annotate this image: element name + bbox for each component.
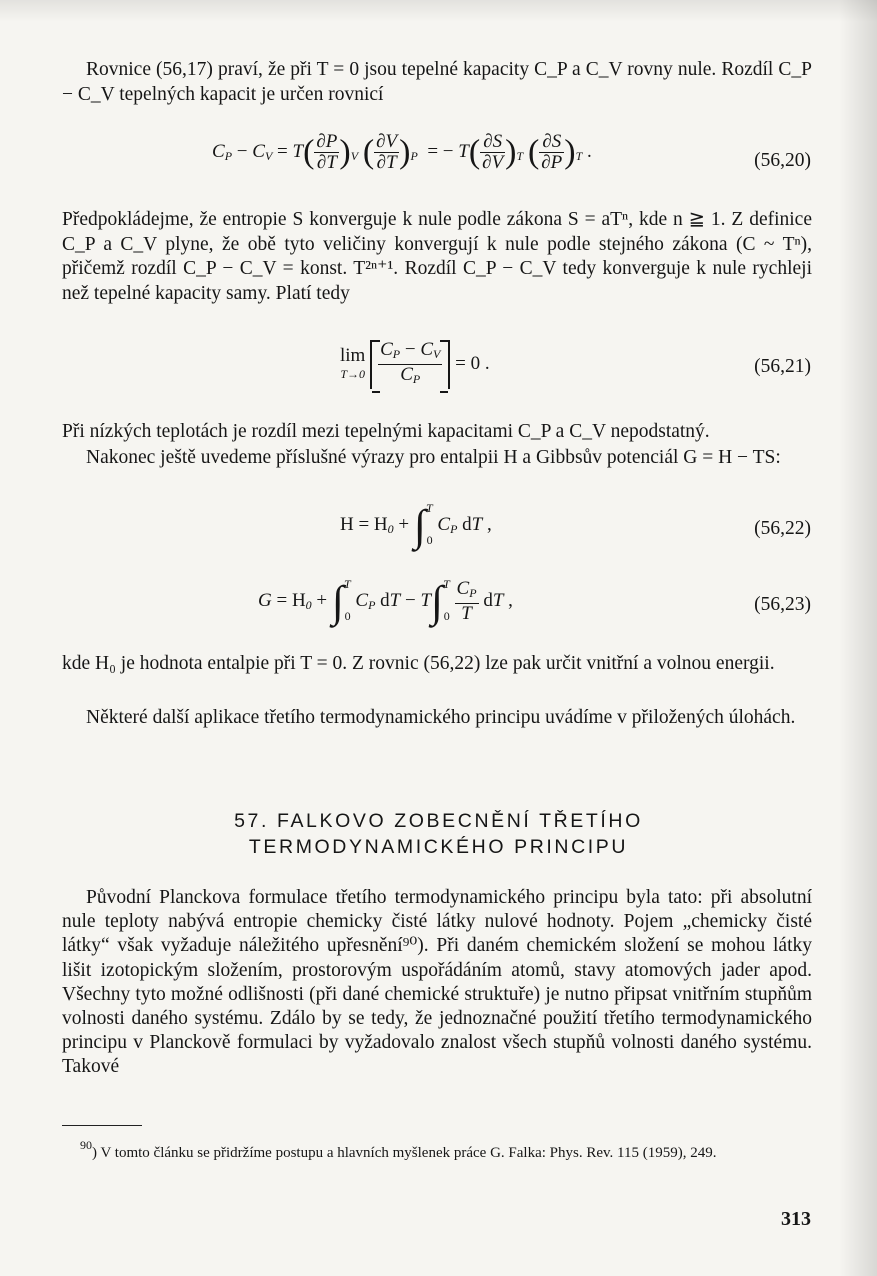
paragraph-3: Při nízkých teplotách je rozdíl mezi tepelnými kapacitami C_P a C_V nepodstatný. — [62, 421, 710, 442]
section-heading-line-1: 57. FALKOVO ZOBECNĚNÍ TŘETÍHO — [234, 810, 643, 832]
section-heading-line-2: TERMODYNAMICKÉHO PRINCIPU — [248, 836, 629, 858]
paragraph-5: kde H₀ je hodnota entalpie při T = 0. Z rovnic (56,22) lze pak určit vnitřní a volnou energii. — [62, 653, 775, 674]
equation-56-22: $H = H_0 + \int^T_0$ $C_P$ dT , — [340, 500, 492, 550]
scan-shadow-right — [839, 0, 877, 1276]
lim-label: lim — [340, 344, 366, 366]
equation-56-20: $C_P - C_V = T$( $\frac{\partial P}{\partial T}$ )$_V$ ( $\frac{\partial V}{\partial T}$ )$_P$ = − T( $\frac{\partial S}{\partial V}$ )$_T$ ( $\frac{\partial S}{\partial P}$ )$_T$ . — [212, 131, 592, 173]
footnote — [62, 1134, 812, 1164]
equation-number-56-21: (56,21) — [754, 356, 811, 377]
eq21-rhs: = 0 . — [455, 352, 490, 374]
footnote-text: ) V tomto článku se přidržíme postupu a hlavních myšlenek práce G. Falka: Phys. Rev. 115 (1959), 249. — [92, 1145, 717, 1161]
paragraph-1: Rovnice (56,17) praví, že při T = 0 jsou tepelné kapacity C_P a C_V rovny nule. Rozdíl C_P − C_V tepelných kapacit je určen rovnicí — [62, 59, 812, 105]
paragraph-7: Původní Planckova formulace třetího termodynamického principu byla tato: při absolutní nule teploty nabývá entropie chemicky čisté látky nulové hodnoty. Pojem „chemicky čisté látky“ však vyžaduje náležitého upřesnění⁹⁰). Při daném chemickém složení se mohou látky lišit izotopickým složením, prostorovým uspořádáním atomů, stavy atomových jader apod. Všechny tyto možné odlišnosti (při dané chemické struktuře) je nutno připsat vnitřním stupňům volnosti daného systému. Zdálo by se tedy, že jednoznačné použití třetího termodynamického principu v Planckově formulaci by vyžadovalo znalost všech stupňů volnosti daného systému. Takové — [62, 887, 812, 1078]
footnote-rule — [62, 1125, 142, 1126]
scan-shadow-top — [0, 0, 877, 22]
equation-number-56-22: (56,22) — [754, 518, 811, 539]
lim-subscript: T→0 — [340, 366, 366, 381]
paragraph-2: Předpokládejme, že entropie S konverguje k nule podle zákona S = aTⁿ, kde n ≧ 1. Z definice C_P a C_V plyne, že obě tyto veličiny konvergují k nule podle stejného zákona (C ~ Tⁿ), přičemž rozdíl C_P − C_V = konst. T²ⁿ⁺¹. Rozdíl C_P − C_V tedy konverguje k nule rychleji než tepelné kapacity samy. Platí tedy — [62, 209, 812, 304]
paragraph-6: Některé další aplikace třetího termodynamického principu uvádíme v přiložených úlohách. — [86, 707, 796, 728]
equation-number-56-23: (56,23) — [754, 594, 811, 615]
equation-number-56-20: (56,20) — [754, 150, 811, 171]
equation-56-23: $G = H_0 + \int^T_0$ $C_P$ dT − T∫$^T_0$ $\frac{C_P}{T}$ dT , — [258, 576, 513, 626]
equation-56-21: lim T→0 $\frac{C_P - C_V}{C_P}$ = 0 . — [340, 340, 490, 389]
page-number: 313 — [781, 1208, 811, 1230]
paragraph-4: Nakonec ještě uvedeme příslušné výrazy pro entalpii H a Gibbsův potenciál G = H − TS: — [86, 447, 781, 468]
footnote-marker: 90 — [80, 1138, 92, 1152]
